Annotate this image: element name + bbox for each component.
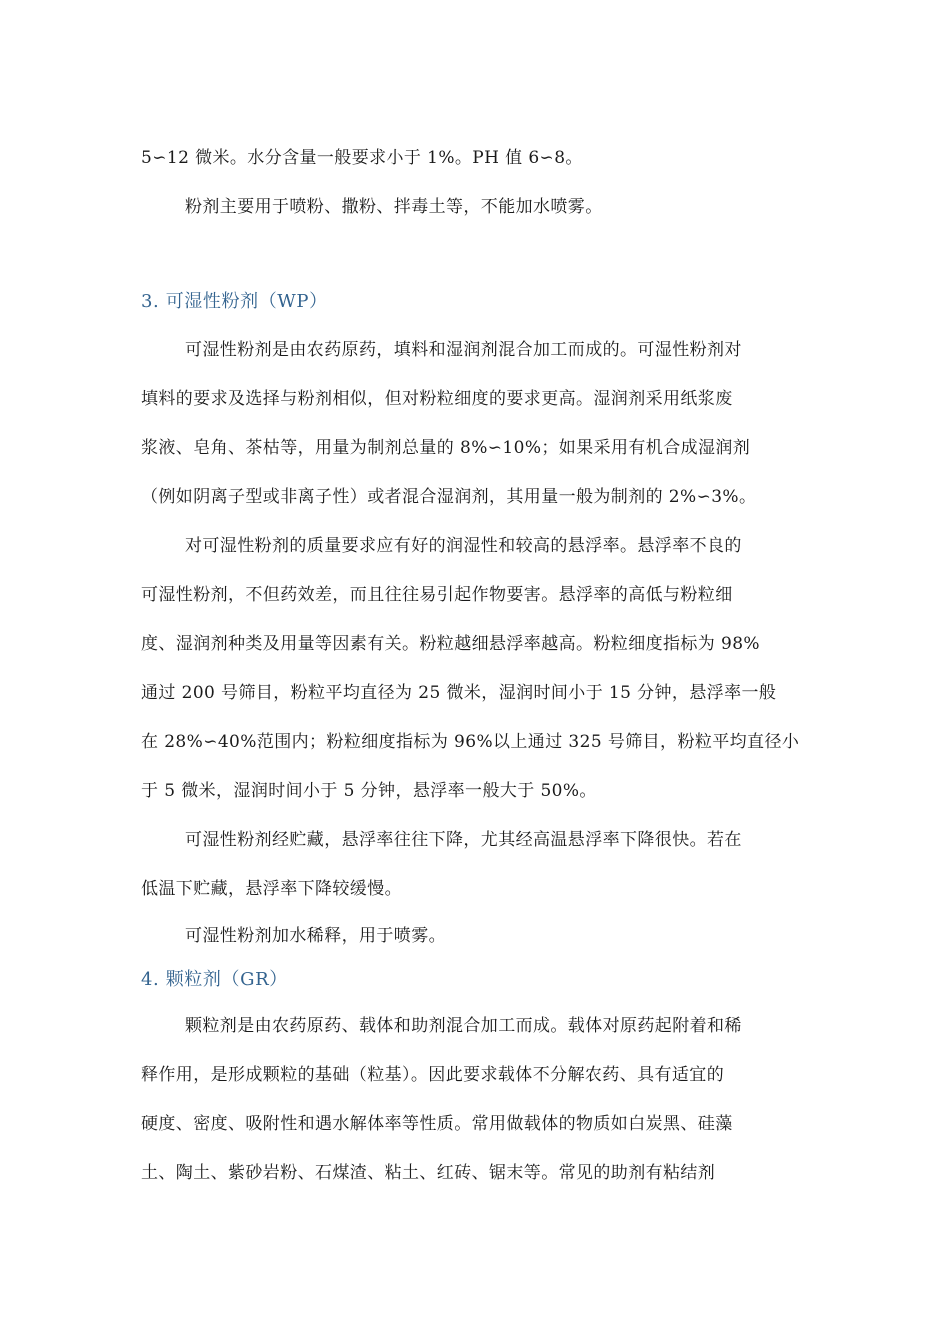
paragraph-line: 粉剂主要用于喷粉、撒粉、拌毒土等，不能加水喷雾。 <box>185 197 603 217</box>
paragraph-line: 可湿性粉剂是由农药原药，填料和湿润剂混合加工而成的。可湿性粉剂对 <box>185 340 742 360</box>
paragraph-wp-quality <box>141 522 809 816</box>
paragraph-line: 土、陶土、紫砂岩粉、石煤渣、粘土、红砖、锯末等。常见的助剂有粘结剂 <box>141 1163 716 1183</box>
section-heading-4: 4. 颗粒剂（GR） <box>141 969 288 990</box>
paragraph-line: 浆液、皂角、茶枯等，用量为制剂总量的 8%∽10%；如果采用有机合成湿润剂 <box>141 438 751 458</box>
paragraph-line: 在 28%∽40%范围内；粉粒细度指标为 96%以上通过 325 号筛目，粉粒平均直径小 <box>141 732 800 752</box>
paragraph-line: 填料的要求及选择与粉剂相似，但对粉粒细度的要求更高。湿润剂采用纸浆废 <box>141 389 733 409</box>
paragraph-line: 对可湿性粉剂的质量要求应有好的润湿性和较高的悬浮率。悬浮率不良的 <box>185 536 742 556</box>
paragraph-wp-intro <box>141 326 809 522</box>
section-heading-3: 3. 可湿性粉剂（WP） <box>141 291 328 312</box>
paragraph-gr-intro <box>141 1002 809 1198</box>
document-page <box>141 134 809 1198</box>
paragraph-wp-storage <box>141 816 809 914</box>
paragraph-line: 度、湿润剂种类及用量等因素有关。粉粒越细悬浮率越高。粉粒细度指标为 98% <box>141 634 760 654</box>
paragraph-line: 可湿性粉剂加水稀释，用于喷雾。 <box>185 926 446 946</box>
paragraph-line: 可湿性粉剂，不但药效差，而且往往易引起作物要害。悬浮率的高低与粉粒细 <box>141 585 733 605</box>
paragraph-line: 硬度、密度、吸附性和遇水解体率等性质。常用做载体的物质如白炭黑、硅藻 <box>141 1114 733 1134</box>
paragraph-line: 颗粒剂是由农药原药、载体和助剂混合加工而成。载体对原药起附着和稀 <box>185 1016 742 1036</box>
paragraph-line: 释作用，是形成颗粒的基础（粒基）。因此要求载体不分解农药、具有适宜的 <box>141 1065 725 1085</box>
paragraph-line: 可湿性粉剂经贮藏，悬浮率往往下降，尤其经高温悬浮率下降很快。若在 <box>185 830 742 850</box>
paragraph-line: 低温下贮藏，悬浮率下降较缓慢。 <box>141 879 402 899</box>
paragraph-line: 通过 200 号筛目，粉粒平均直径为 25 微米，湿润时间小于 15 分钟，悬浮率一般 <box>141 683 777 703</box>
paragraph-line: 于 5 微米，湿润时间小于 5 分钟，悬浮率一般大于 50%。 <box>141 781 597 801</box>
spacer <box>141 232 809 277</box>
paragraph-line: 5∽12 微米。水分含量一般要求小于 1%。PH 值 6∽8。 <box>141 148 583 168</box>
paragraph-line: （例如阴离子型或非离子性）或者混合湿润剂，其用量一般为制剂的 2%∽3%。 <box>141 487 757 507</box>
